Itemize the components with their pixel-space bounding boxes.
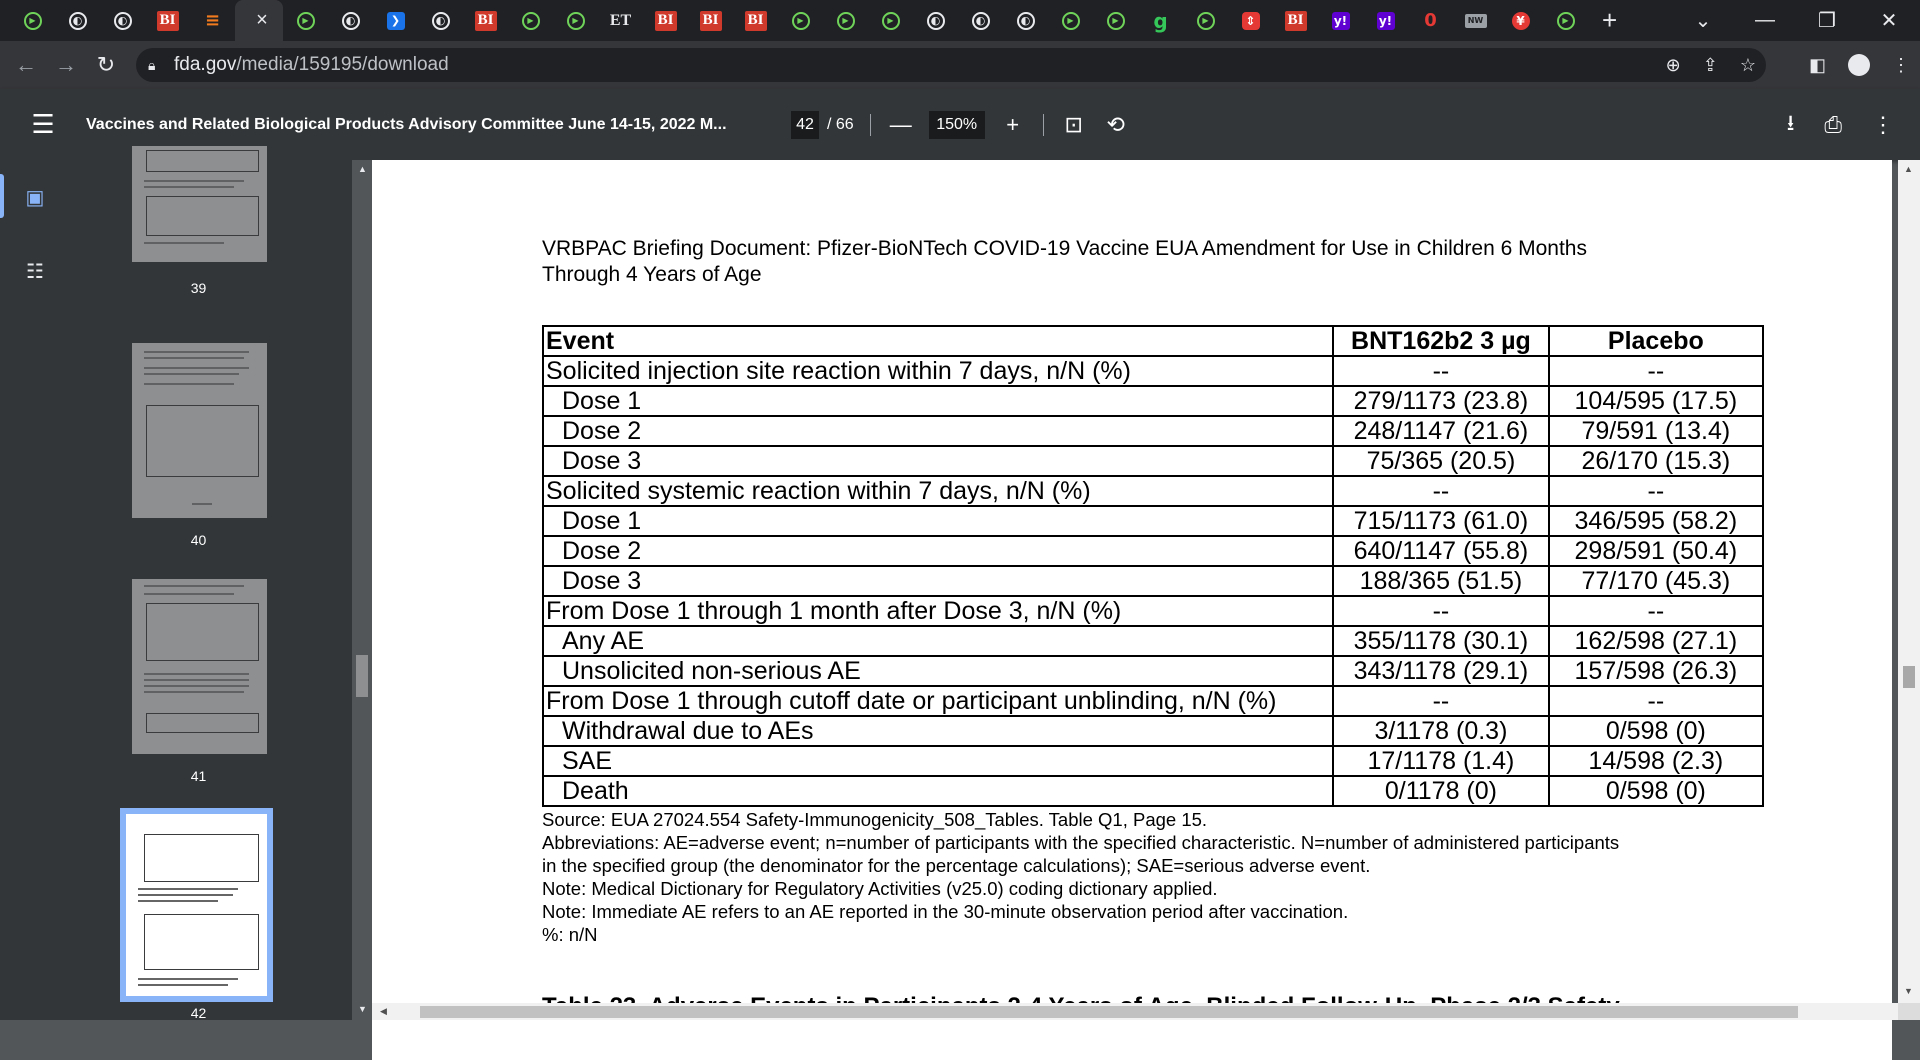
scroll-down-icon[interactable]: ▼ (1904, 986, 1913, 996)
tab[interactable] (1363, 0, 1408, 41)
zero-favicon-icon: 0 (1424, 10, 1437, 31)
bnt162b2-cell: 3/1178 (0.3) (1333, 716, 1549, 746)
sidebar-scrollbar[interactable] (352, 160, 372, 1020)
footnote-line: Source: EUA 27024.554 Safety-Immunogenicity_508_Tables. Table Q1, Page 15. (542, 809, 1208, 830)
thumb-line (144, 180, 244, 182)
header-line: Through 4 Years of Age (542, 263, 762, 286)
url-path: /media/159195/download (236, 54, 449, 75)
tab[interactable] (418, 0, 463, 41)
yahoo-favicon-icon: y! (1377, 12, 1395, 30)
toolbar-right (1809, 41, 1910, 89)
page-scrollbar[interactable] (1898, 160, 1920, 1003)
gray-favicon-icon: NW (1465, 14, 1487, 28)
event-cell: Dose 2 (543, 536, 1333, 566)
thumbnails-view-button[interactable] (0, 160, 70, 234)
thumb-line (138, 894, 233, 896)
thumb-table (146, 150, 259, 172)
lock-icon[interactable]: 🔒︎ (148, 56, 156, 73)
placebo-cell: 0/598 (0) (1549, 716, 1763, 746)
page-total: / 66 (827, 115, 854, 133)
pdf-actions (1787, 89, 1894, 160)
thumb-table (144, 914, 259, 970)
thumb-table (146, 196, 259, 236)
thumb-chart (146, 405, 259, 477)
bi-favicon-icon: BI (157, 11, 179, 31)
play-favicon-icon: ▶ (1557, 12, 1575, 30)
menu-icon[interactable]: ☰ (31, 109, 55, 139)
placebo-cell: 162/598 (27.1) (1549, 626, 1763, 656)
tab-active[interactable] (235, 0, 283, 41)
table-row (543, 566, 1763, 596)
event-cell: Solicited systemic reaction within 7 days, n/N (%) (543, 476, 1333, 506)
tab[interactable] (1318, 0, 1363, 41)
play-favicon-icon: ▶ (567, 12, 585, 30)
column-header: BNT162b2 3 µg (1333, 326, 1549, 356)
print-icon[interactable]: ⎙ (1824, 111, 1842, 137)
thumb-line (138, 888, 238, 890)
tab[interactable] (145, 0, 190, 41)
yen-favicon-icon: ¥ (1512, 12, 1530, 30)
event-cell: From Dose 1 through 1 month after Dose 3, n/N (%) (543, 596, 1333, 626)
play-favicon-icon: ▶ (24, 12, 42, 30)
reload-icon[interactable]: ↻ (96, 52, 116, 77)
event-cell: Dose 2 (543, 416, 1333, 446)
bnt162b2-cell: 248/1147 (21.6) (1333, 416, 1549, 446)
horizontal-scrollbar[interactable] (372, 1003, 1898, 1020)
bnt162b2-cell: 343/1178 (29.1) (1333, 656, 1549, 686)
placebo-cell: 298/591 (50.4) (1549, 536, 1763, 566)
thumb-line (144, 373, 239, 375)
thumbnail-number: 42 (190, 1005, 207, 1021)
table-row (543, 446, 1763, 476)
placebo-cell: 79/591 (13.4) (1549, 416, 1763, 446)
tab[interactable] (958, 0, 1003, 41)
scrollbar-corner (1898, 1003, 1920, 1020)
page-thumbnail-40[interactable] (132, 343, 267, 518)
red-favicon-icon: ⇕ (1242, 12, 1260, 30)
thumb-chart (146, 603, 259, 661)
tab[interactable] (1273, 0, 1318, 41)
event-cell: Death (543, 776, 1333, 806)
bnt162b2-cell: -- (1333, 686, 1549, 716)
document-viewport (372, 160, 1898, 1003)
page-thumbnail-42[interactable] (126, 814, 267, 996)
et-favicon-icon: ET (609, 11, 632, 29)
download-icon[interactable]: ⭳ (1786, 109, 1795, 135)
play-favicon-icon: ▶ (1197, 12, 1215, 30)
thumb-line (144, 691, 244, 693)
scroll-left-icon[interactable]: ◀ (380, 1006, 387, 1016)
play-favicon-icon: ▶ (297, 12, 315, 30)
rotate-icon[interactable]: ⟲ (1106, 111, 1125, 137)
scroll-up-icon[interactable]: ▲ (1904, 164, 1913, 174)
share-icon[interactable]: ⇪ (1702, 54, 1718, 75)
thumb-line (192, 503, 212, 505)
more-actions-icon[interactable]: ⋮ (1872, 111, 1894, 137)
placebo-cell: -- (1549, 596, 1763, 626)
thumbnail-number: 39 (190, 280, 207, 296)
table-row (543, 386, 1763, 416)
bi-favicon-icon: BI (1285, 11, 1307, 31)
new-tab-button[interactable]: + (1602, 5, 1618, 35)
event-cell: Unsolicited non-serious AE (543, 656, 1333, 686)
bookmark-star-icon[interactable]: ☆ (1739, 54, 1756, 75)
fit-page-icon[interactable]: ⊡ (1064, 111, 1083, 137)
bnt162b2-cell: 188/365 (51.5) (1333, 566, 1549, 596)
bnt162b2-cell: 0/1178 (0) (1333, 776, 1549, 806)
close-window-icon[interactable]: ✕ (1880, 10, 1898, 32)
placebo-cell: 346/595 (58.2) (1549, 506, 1763, 536)
restore-icon[interactable]: ❐ (1818, 10, 1836, 32)
thumb-line (138, 900, 218, 902)
bnt162b2-cell: 279/1173 (23.8) (1333, 386, 1549, 416)
address-bar[interactable] (136, 48, 1766, 82)
browser-toolbar (0, 41, 1920, 89)
tab[interactable] (373, 0, 418, 41)
yahoo-favicon-icon: y! (1332, 12, 1350, 30)
page-thumbnail-41[interactable] (132, 579, 267, 754)
forward-icon[interactable]: → (55, 52, 77, 77)
placebo-cell: 157/598 (26.3) (1549, 656, 1763, 686)
table-row (543, 776, 1763, 806)
thumb-line (144, 357, 244, 359)
tab[interactable] (688, 0, 733, 41)
page-number-input[interactable]: 42 (791, 111, 819, 139)
scroll-up-icon[interactable]: ▲ (358, 164, 367, 174)
tab[interactable] (55, 0, 100, 41)
thumb-line (144, 186, 234, 188)
tab[interactable] (778, 0, 823, 41)
thumb-line (144, 242, 224, 244)
back-icon[interactable]: ← (15, 52, 37, 77)
thumb-line (144, 585, 244, 587)
placebo-cell: 14/598 (2.3) (1549, 746, 1763, 776)
bi-favicon-icon: BI (655, 11, 677, 31)
tab[interactable] (1543, 0, 1588, 41)
placebo-cell: -- (1549, 476, 1763, 506)
scroll-down-icon[interactable]: ▼ (358, 1004, 367, 1014)
omnibox-actions (1666, 48, 1756, 82)
tab[interactable] (508, 0, 553, 41)
bi-favicon-icon: BI (745, 11, 767, 31)
header-line: VRBPAC Briefing Document: Pfizer-BioNTech COVID-19 Vaccine EUA Amendment for Use in Children 6 Months (542, 237, 1587, 260)
footnote-line: Note: Medical Dictionary for Regulatory Activities (v25.0) coding dictionary applied. (542, 878, 1218, 899)
side-panel-icon[interactable]: ◧ (1808, 54, 1826, 75)
footnote-line: Note: Immediate AE refers to an AE reported in the 30-minute observation period after vaccination. (542, 901, 1349, 922)
tab[interactable] (283, 0, 328, 41)
placebo-cell: 0/598 (0) (1549, 776, 1763, 806)
minimize-icon[interactable]: — (1755, 9, 1775, 31)
event-cell: SAE (543, 746, 1333, 776)
bnt162b2-cell: -- (1333, 476, 1549, 506)
zoom-icon[interactable]: ⊕ (1665, 54, 1681, 75)
table-row (543, 506, 1763, 536)
thumb-line (138, 984, 228, 986)
tab[interactable] (553, 0, 598, 41)
thumb-line (144, 685, 249, 687)
bnt162b2-cell: 75/365 (20.5) (1333, 446, 1549, 476)
tab[interactable] (1093, 0, 1138, 41)
table-footnotes (542, 808, 1742, 946)
bnt162b2-cell: 640/1147 (55.8) (1333, 536, 1549, 566)
profile-avatar[interactable] (1848, 54, 1870, 76)
play-favicon-icon: ▶ (792, 12, 810, 30)
tab-search-icon[interactable]: ⌄ (1694, 10, 1712, 32)
globe-favicon-icon: ◐ (342, 12, 360, 30)
globe-favicon-icon: ◐ (69, 12, 87, 30)
thumb-line (144, 367, 249, 369)
sidebar-scroll-thumb[interactable] (356, 655, 368, 697)
placebo-cell: 104/595 (17.5) (1549, 386, 1763, 416)
placebo-cell: 26/170 (15.3) (1549, 446, 1763, 476)
tab[interactable] (1498, 0, 1543, 41)
g-favicon-icon: g (1153, 8, 1168, 33)
menu-kebab-icon[interactable]: ⋮ (1892, 54, 1910, 75)
event-cell: Any AE (543, 626, 1333, 656)
play-favicon-icon: ▶ (1107, 12, 1125, 30)
tab[interactable] (1003, 0, 1048, 41)
stack-favicon-icon: ≡ (204, 10, 221, 31)
footnote-line: Abbreviations: AE=adverse event; n=number of participants with the specified characteristic. N=number of administered participants (542, 832, 1620, 853)
bnt162b2-cell: 355/1178 (30.1) (1333, 626, 1549, 656)
globe-favicon-icon: ◐ (432, 12, 450, 30)
footnote-line: %: n/N (542, 924, 598, 945)
thumb-table (144, 834, 259, 882)
placebo-cell: -- (1549, 356, 1763, 386)
globe-favicon-icon: ◐ (927, 12, 945, 30)
footnote-line: in the specified group (the denominator for the percentage calculations); SAE=serious adverse event. (542, 855, 1371, 876)
divider (870, 114, 871, 136)
page-scroll-thumb[interactable] (1903, 666, 1915, 688)
bnt162b2-cell: 17/1178 (1.4) (1333, 746, 1549, 776)
outline-view-button[interactable] (0, 234, 70, 308)
window-controls (1672, 0, 1920, 41)
thumbnail-sidebar (0, 160, 352, 1020)
table-row (543, 686, 1763, 716)
thumb-line (144, 679, 249, 681)
table-row (543, 536, 1763, 566)
bi-favicon-icon: BI (700, 11, 722, 31)
thumb-line (144, 383, 234, 385)
tab[interactable] (643, 0, 688, 41)
zoom-out-icon[interactable]: — (889, 111, 912, 137)
tab-strip (0, 0, 1920, 41)
event-cell: Dose 3 (543, 566, 1333, 596)
tab[interactable] (1048, 0, 1093, 41)
table-row (543, 416, 1763, 446)
play-favicon-icon: ▶ (882, 12, 900, 30)
list-icon: ☷ (26, 260, 44, 283)
globe-favicon-icon: ◐ (114, 12, 132, 30)
tab[interactable] (1408, 0, 1453, 41)
bnt162b2-cell: -- (1333, 596, 1549, 626)
globe-favicon-icon: ◐ (972, 12, 990, 30)
thumb-line (144, 673, 249, 675)
table-row (543, 356, 1763, 386)
column-header: Placebo (1549, 326, 1763, 356)
tab[interactable] (1138, 0, 1183, 41)
page-thumbnail-39[interactable] (132, 146, 267, 262)
event-cell: Dose 1 (543, 386, 1333, 416)
running-header (542, 236, 1722, 288)
thumb-line (144, 593, 234, 595)
event-cell: Dose 3 (543, 446, 1333, 476)
tab[interactable] (733, 0, 778, 41)
placebo-cell: 77/170 (45.3) (1549, 566, 1763, 596)
event-cell: Withdrawal due to AEs (543, 716, 1333, 746)
table-row (543, 476, 1763, 506)
zoom-input[interactable]: 150% (929, 111, 985, 139)
bnt162b2-cell: 715/1173 (61.0) (1333, 506, 1549, 536)
tab[interactable] (190, 0, 235, 41)
tab[interactable] (10, 0, 55, 41)
image-icon: ▣ (25, 186, 45, 209)
tab[interactable] (913, 0, 958, 41)
table-header-row (543, 326, 1763, 356)
horizontal-scroll-thumb[interactable] (420, 1006, 1798, 1018)
globe-favicon-icon: ◐ (1017, 12, 1035, 30)
play-favicon-icon: ▶ (837, 12, 855, 30)
divider (1043, 114, 1044, 136)
thumbnail-number: 41 (190, 768, 207, 784)
table-row (543, 716, 1763, 746)
close-tab-icon[interactable]: × (256, 9, 268, 31)
pdf-toolbar (0, 89, 1920, 160)
event-cell: From Dose 1 through cutoff date or participant unblinding, n/N (%) (543, 686, 1333, 716)
thumbnail-number: 40 (190, 532, 207, 548)
tab-list (0, 0, 1588, 41)
url-domain: fda.gov (174, 54, 237, 75)
tab[interactable] (868, 0, 913, 41)
arrow-favicon-icon: ❯ (387, 12, 405, 30)
adverse-events-table (542, 325, 1764, 807)
bi-favicon-icon: BI (475, 11, 497, 31)
table-row (543, 596, 1763, 626)
table-row (543, 746, 1763, 776)
tab[interactable] (598, 0, 643, 41)
column-header: Event (543, 326, 1333, 356)
tab[interactable] (1453, 0, 1498, 41)
table-row (543, 626, 1763, 656)
play-favicon-icon: ▶ (522, 12, 540, 30)
tab[interactable] (100, 0, 145, 41)
table-row (543, 656, 1763, 686)
tab[interactable] (1183, 0, 1228, 41)
event-cell: Dose 1 (543, 506, 1333, 536)
thumb-table (146, 713, 259, 733)
zoom-in-icon[interactable]: + (1006, 111, 1020, 137)
document-title: Vaccines and Related Biological Products Advisory Committee June 14-15, 2022 M... (86, 115, 727, 133)
tab[interactable] (328, 0, 373, 41)
play-favicon-icon: ▶ (1062, 12, 1080, 30)
bnt162b2-cell: -- (1333, 356, 1549, 386)
tab[interactable] (823, 0, 868, 41)
placebo-cell: -- (1549, 686, 1763, 716)
thumb-line (144, 351, 249, 353)
event-cell: Solicited injection site reaction within 7 days, n/N (%) (543, 356, 1333, 386)
thumb-line (138, 978, 238, 980)
url-text[interactable] (174, 54, 449, 76)
pdf-page (372, 160, 1892, 1060)
tab[interactable] (1228, 0, 1273, 41)
tab[interactable] (463, 0, 508, 41)
